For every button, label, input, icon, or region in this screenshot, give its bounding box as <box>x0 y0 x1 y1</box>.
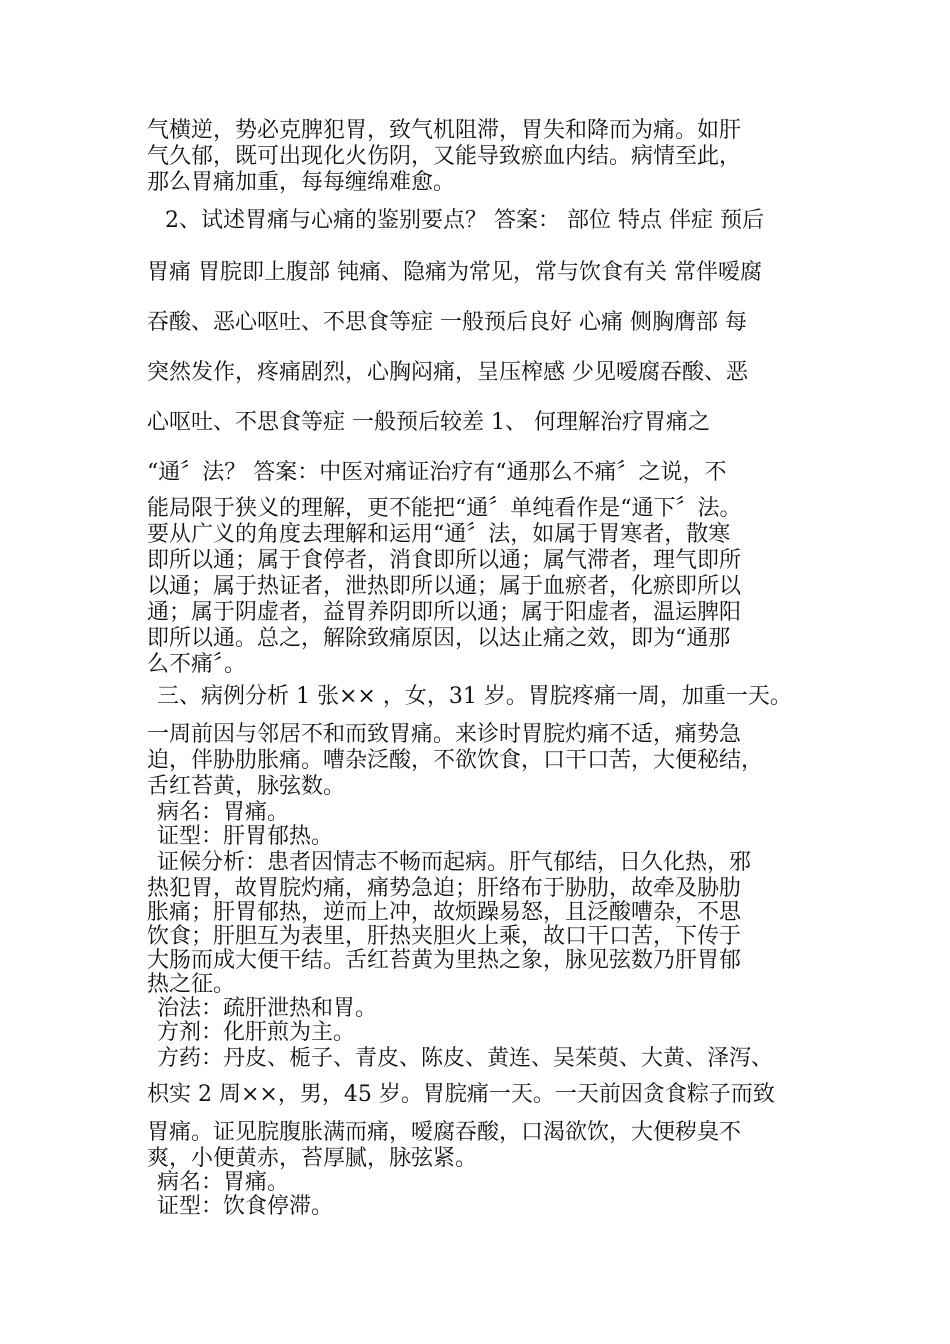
text-line: 方药：丹皮、栀子、青皮、陈皮、黄连、吴茱萸、大黄、泽泻、 <box>157 1046 774 1071</box>
text-line: 热之征。 <box>147 972 236 997</box>
text-line: 方剂：化肝煎为主。 <box>157 1020 356 1045</box>
text-line: 即所以通；属于食停者，消食即所以通；属气滞者，理气即所 <box>147 548 742 573</box>
text-line: 心呕吐、不思食等症 一般预后较差 1、 何理解治疗胃痛之 <box>147 410 710 435</box>
text-line: 那么胃痛加重，每每缠绵难愈。 <box>147 170 456 195</box>
text-line: 三、病例分析 1 张×× ，女，31 岁。胃脘疼痛一周，加重一天。 <box>157 684 792 709</box>
text-line: 么不痛〞。 <box>147 652 247 677</box>
text-line: 证型：饮食停滞。 <box>157 1194 334 1219</box>
text-line: 要从广义的角度去理解和运用“通〞法，如属于胃寒者，散寒 <box>147 522 731 547</box>
text-line: 证候分析：患者因情志不畅而起病。肝气郁结，日久化热，邪 <box>157 850 752 875</box>
text-line: 一周前因与邻居不和而致胃痛。来诊时胃脘灼痛不适，痛势急 <box>147 722 742 747</box>
text-line: 迫，伴胁肋胀痛。嘈杂泛酸，不欲饮食，口干口苦，大便秘结， <box>147 748 764 773</box>
text-line: 以通；属于热证者，泄热即所以通；属于血瘀者，化瘀即所以 <box>147 574 742 599</box>
text-line: 气久郁，既可出现化火伤阴，又能导致瘀血内结。病情至此， <box>147 144 742 169</box>
text-line: 病名：胃痛。 <box>157 800 290 825</box>
text-line: 大肠而成大便干结。舌红苔黄为里热之象，脉见弦数乃肝胃郁 <box>147 948 742 973</box>
text-line: 通；属于阴虚者，益胃养阴即所以通；属于阳虚者，温运脾阳 <box>147 600 742 625</box>
text-line: 证型：肝胃郁热。 <box>157 824 334 849</box>
text-line: 饮食；肝胆互为表里，肝热夹胆火上乘，故口干口苦，下传于 <box>147 924 742 949</box>
text-line: 胃痛 胃脘即上腹部 钝痛、隐痛为常见，常与饮食有关 常伴嗳腐 <box>147 260 762 285</box>
text-line: 即所以通。总之，解除致痛原因，以达止痛之效，即为“通那 <box>147 626 731 651</box>
text-line: 气横逆，势必克脾犯胃，致气机阻滞，胃失和降而为痛。如肝 <box>147 118 742 143</box>
text-line: “通〞法？ 答案：中医对痛证治疗有“通那么不痛〞之说，不 <box>147 460 727 485</box>
text-line: 2、试述胃痛与心痛的鉴别要点？ 答案： 部位 特点 伴症 预后 <box>165 208 764 233</box>
text-line: 病名：胃痛。 <box>157 1170 290 1195</box>
text-line: 枳实 2 周××，男，45 岁。胃脘痛一天。一天前因贪食粽子而致 <box>147 1082 775 1107</box>
text-line: 舌红苔黄，脉弦数。 <box>147 774 346 799</box>
text-line: 治法：疏肝泄热和胃。 <box>157 996 378 1021</box>
text-line: 吞酸、恶心呕吐、不思食等症 一般预后良好 心痛 侧胸膺部 每 <box>147 310 747 335</box>
text-line: 爽，小便黄赤，苔厚腻，脉弦紧。 <box>147 1146 478 1171</box>
text-line: 胃痛。证见脘腹胀满而痛，嗳腐吞酸，口渴欲饮，大便秽臭不 <box>147 1120 742 1145</box>
text-line: 胀痛；肝胃郁热，逆而上冲，故烦躁易怒，且泛酸嘈杂，不思 <box>147 900 742 925</box>
text-line: 突然发作，疼痛剧烈，心胸闷痛，呈压榨感 少见嗳腐吞酸、恶 <box>147 360 748 385</box>
text-line: 能局限于狭义的理解，更不能把“通〞单纯看作是“通下〞法。 <box>147 496 742 521</box>
text-line: 热犯胃，故胃脘灼痛，痛势急迫；肝络布于胁肋，故牵及胁肋 <box>147 876 742 901</box>
